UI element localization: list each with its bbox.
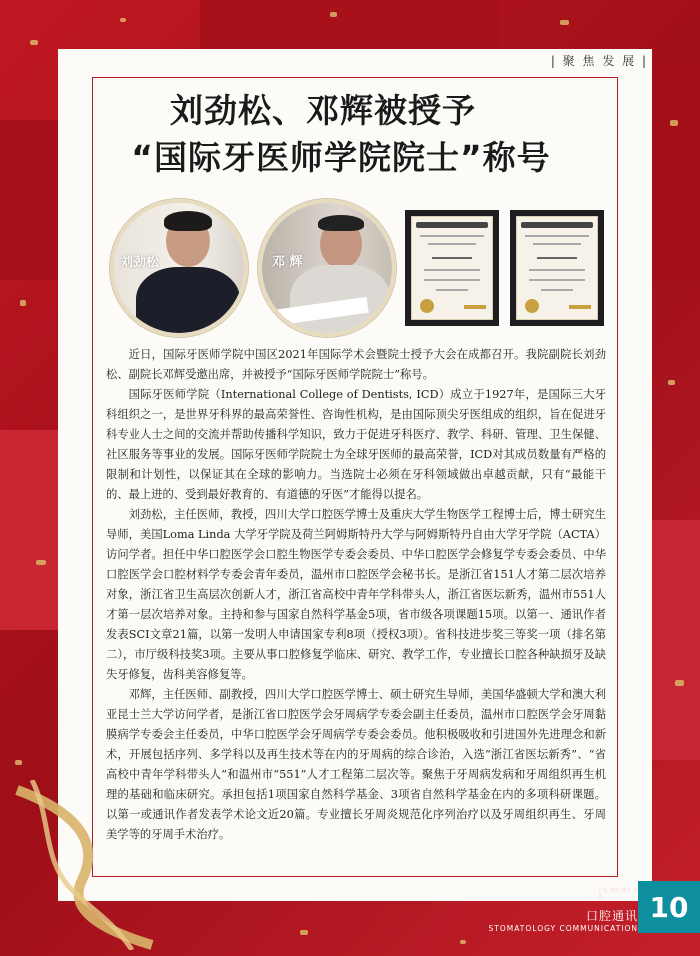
gold-fleck (675, 680, 684, 686)
gold-fleck (30, 40, 38, 45)
portrait-name: 邓 辉 (272, 255, 303, 270)
background-tile (0, 120, 58, 280)
magazine-name: 口腔通讯 (585, 909, 638, 923)
article-body (106, 345, 606, 845)
page-number: 10 (638, 881, 700, 933)
certificate-2 (510, 210, 604, 326)
gold-fleck (668, 380, 675, 385)
gold-fleck (330, 12, 337, 17)
background-tile (652, 60, 700, 280)
gold-fleck (15, 760, 22, 765)
background-tile (0, 430, 58, 630)
portrait-deng-hui (258, 199, 396, 337)
title-line-2: “国际牙医师学院院士”称号 (131, 138, 551, 177)
paragraph: 近日，国际牙医师学院中国区2021年国际学术会暨院士授予大会在成都召开。我院副院长刘劲松、副院长邓辉受邀出席，并被授予“国际牙医师学院院士”称号。 (106, 348, 606, 381)
gold-fleck (670, 120, 678, 126)
gold-fleck (300, 930, 308, 935)
certificate-1 (405, 210, 499, 326)
portrait-name: 刘劲松 (120, 255, 160, 270)
magazine-name-en: STOMATOLOGY COMMUNICATION (488, 924, 638, 933)
gold-fleck (120, 18, 126, 22)
paragraph: 邓辉，主任医师、副教授，四川大学口腔医学博士、硕士研究生导师，美国华盛顿大学和澳大利亚昆士兰大学访问学者，是浙江省口腔医学会牙周病学专委会副主任委员，温州市口腔医学会牙周黏膜病学专委会主任委员，中华口腔医学会牙周病学专委会委员。他积极吸收和引进国外先进理念和新术，开展包括序列、多学科以及再生技术等在内的牙周病的综合诊治，入选“浙江省医坛新秀”、“省高校中青年学科带头人”和温州市“551”人才工程第二层次等。聚焦于牙周病发病和牙周组织再生机理的基础和临床研究。承担包括1项国家自然科学基金、3项省自然科学基金在内的多项科研课题。以第一或通讯作者发表学术论文近20篇。专业擅长牙周炎规范化序列治疗以及牙周组织再生、牙周美学等的牙周手术治疗。 (106, 688, 606, 841)
background-tile (200, 0, 500, 49)
section-tag: | 聚 焦 发 展 | (550, 54, 648, 68)
paragraph: 刘劲松，主任医师，教授，四川大学口腔医学博士及重庆大学生物医学工程博士后，博士研究生导师，美国Loma Linda 大学牙学院及荷兰阿姆斯特丹大学与阿姆斯特丹自由大学牙学院（ACTA）访问学者。担任中华口腔医学会口腔生物医学专委会委员、中华口腔医学会修复学专委会委员、中华口腔医学会口腔材料学专委会青年委员，温州市口腔医学会秘书长。是浙江省151人才第二层次培养对象，浙江省卫生高层次创新人才，浙江省高校中青年学科带头人，浙江省医坛新秀，温州市551人才第一层次培养对象。主持和参与国家自然科学基金5项，省市级各项课题15项。以第一、通讯作者发表SCI文章21篇，以第一发明人申请国家专利8项（授权3项）。省科技进步奖三等奖一项（排名第二），市厅级科技奖3项。主要从事口腔修复学临床、研究、教学工作，专业擅长口腔各种缺损牙及缺失牙修复，齿科美容修复等。 (106, 508, 606, 681)
portrait-liu-jinsong (110, 199, 248, 337)
gold-fleck (36, 560, 46, 565)
gold-fleck (460, 940, 466, 944)
title-line-1: 刘劲松、邓辉被授予 (170, 91, 476, 130)
gold-fleck (560, 20, 569, 25)
background-tile (652, 520, 700, 760)
footer-motto: 仁爱 精医 博学 求真 (598, 888, 638, 900)
gold-fleck (20, 300, 26, 306)
paragraph: 国际牙医师学院（International College of Dentists, ICD）成立于1927年，是国际三大牙科组织之一，是世界牙科界的最高荣誉性、咨询性机构，是由国际顶尖牙医组成的组织，旨在促进牙科专业人士之间的交流并帮助传播科学知识，致力于促进牙科医疗、教学、科研、管理、卫生保健、社区服务等事业的发展。国际牙医师学院院士为全球牙医师的最高荣誉，ICD对其成员数量有严格的限制和计划性，以保证其在全球的影响力。当选院士必须在牙科领域做出卓越贡献，只有“最能干的、最上进的、受到最好教育的、有道德的牙医”才能得以提名。 (106, 388, 606, 501)
